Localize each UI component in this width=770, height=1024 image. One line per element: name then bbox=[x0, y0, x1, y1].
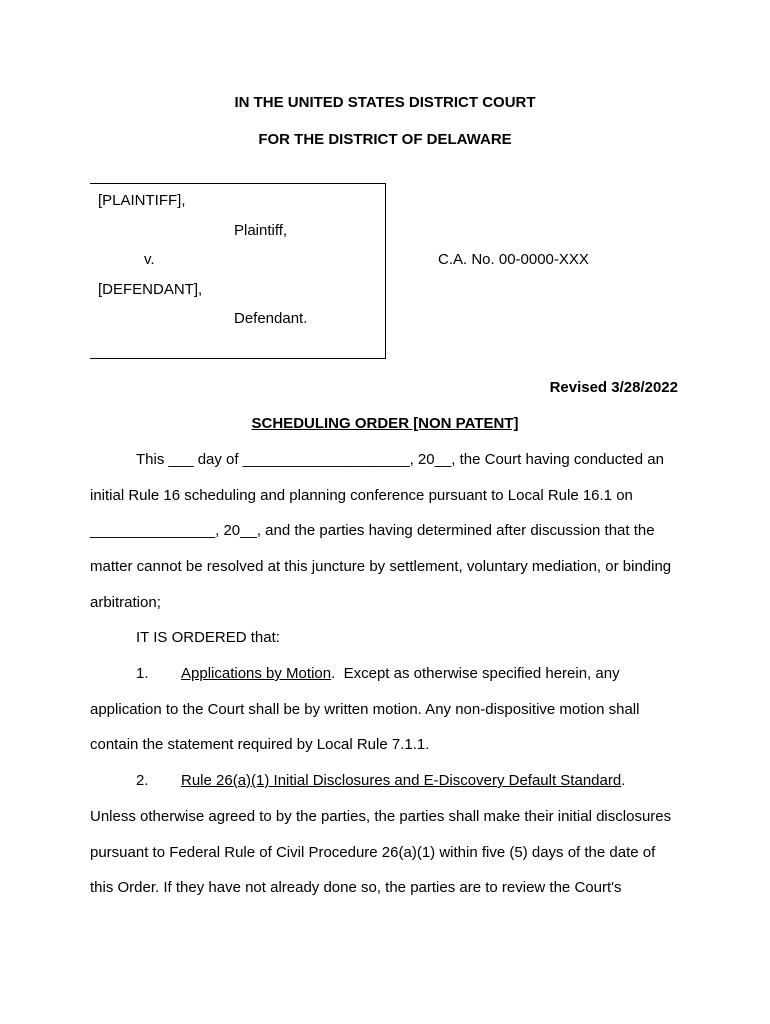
page-title: SCHEDULING ORDER [NON PATENT] bbox=[251, 415, 519, 432]
section-line: Unless otherwise agreed to by the parties, the parties shall make their initial disclosures bbox=[90, 808, 672, 825]
section-line: pursuant to Federal Rule of Civil Procedure 26(a)(1) within five (5) days of the date of bbox=[90, 844, 656, 861]
body-line: arbitration; bbox=[90, 594, 161, 611]
court-name-line2: FOR THE DISTRICT OF DELAWARE bbox=[258, 131, 512, 148]
caption-bottom-rule bbox=[90, 358, 386, 359]
body-line: matter cannot be resolved at this juncture by settlement, voluntary mediation, or binding bbox=[90, 558, 672, 575]
section-heading: Applications by Motion bbox=[181, 665, 332, 682]
body-line: This ___ day of ____________________, 20__, the Court having conducted an bbox=[136, 451, 664, 468]
body-line: initial Rule 16 scheduling and planning conference pursuant to Local Rule 16.1 on bbox=[90, 487, 633, 504]
section-number: 1. bbox=[136, 665, 149, 682]
section-number: 2. bbox=[136, 772, 149, 789]
revised-date: Revised 3/28/2022 bbox=[549, 379, 678, 396]
section-line: contain the statement required by Local Rule 7.1.1. bbox=[90, 736, 430, 753]
section-heading-tail: . bbox=[621, 772, 626, 789]
court-name-line1: IN THE UNITED STATES DISTRICT COURT bbox=[234, 94, 536, 111]
section-heading-tail: . Except as otherwise specified herein, any bbox=[331, 665, 620, 682]
section-heading-line bbox=[181, 665, 620, 682]
defendant-name: [DEFENDANT], bbox=[98, 281, 203, 298]
plaintiff-role: Plaintiff, bbox=[234, 222, 288, 239]
plaintiff-name: [PLAINTIFF], bbox=[98, 192, 186, 209]
order-intro: IT IS ORDERED that: bbox=[136, 629, 280, 646]
section-heading-line bbox=[181, 772, 625, 789]
versus: v. bbox=[144, 251, 155, 268]
case-number: C.A. No. 00-0000-XXX bbox=[438, 251, 589, 268]
section-heading: Rule 26(a)(1) Initial Disclosures and E-Discovery Default Standard bbox=[181, 772, 622, 789]
caption-top-rule bbox=[90, 183, 386, 184]
body-line: _______________, 20__, and the parties having determined after discussion that the bbox=[90, 522, 655, 539]
defendant-role: Defendant. bbox=[234, 310, 308, 327]
caption-right-rule bbox=[385, 183, 386, 359]
section-line: this Order. If they have not already done so, the parties are to review the Court's bbox=[90, 879, 622, 896]
section-line: application to the Court shall be by written motion. Any non-dispositive motion shall bbox=[90, 701, 640, 718]
